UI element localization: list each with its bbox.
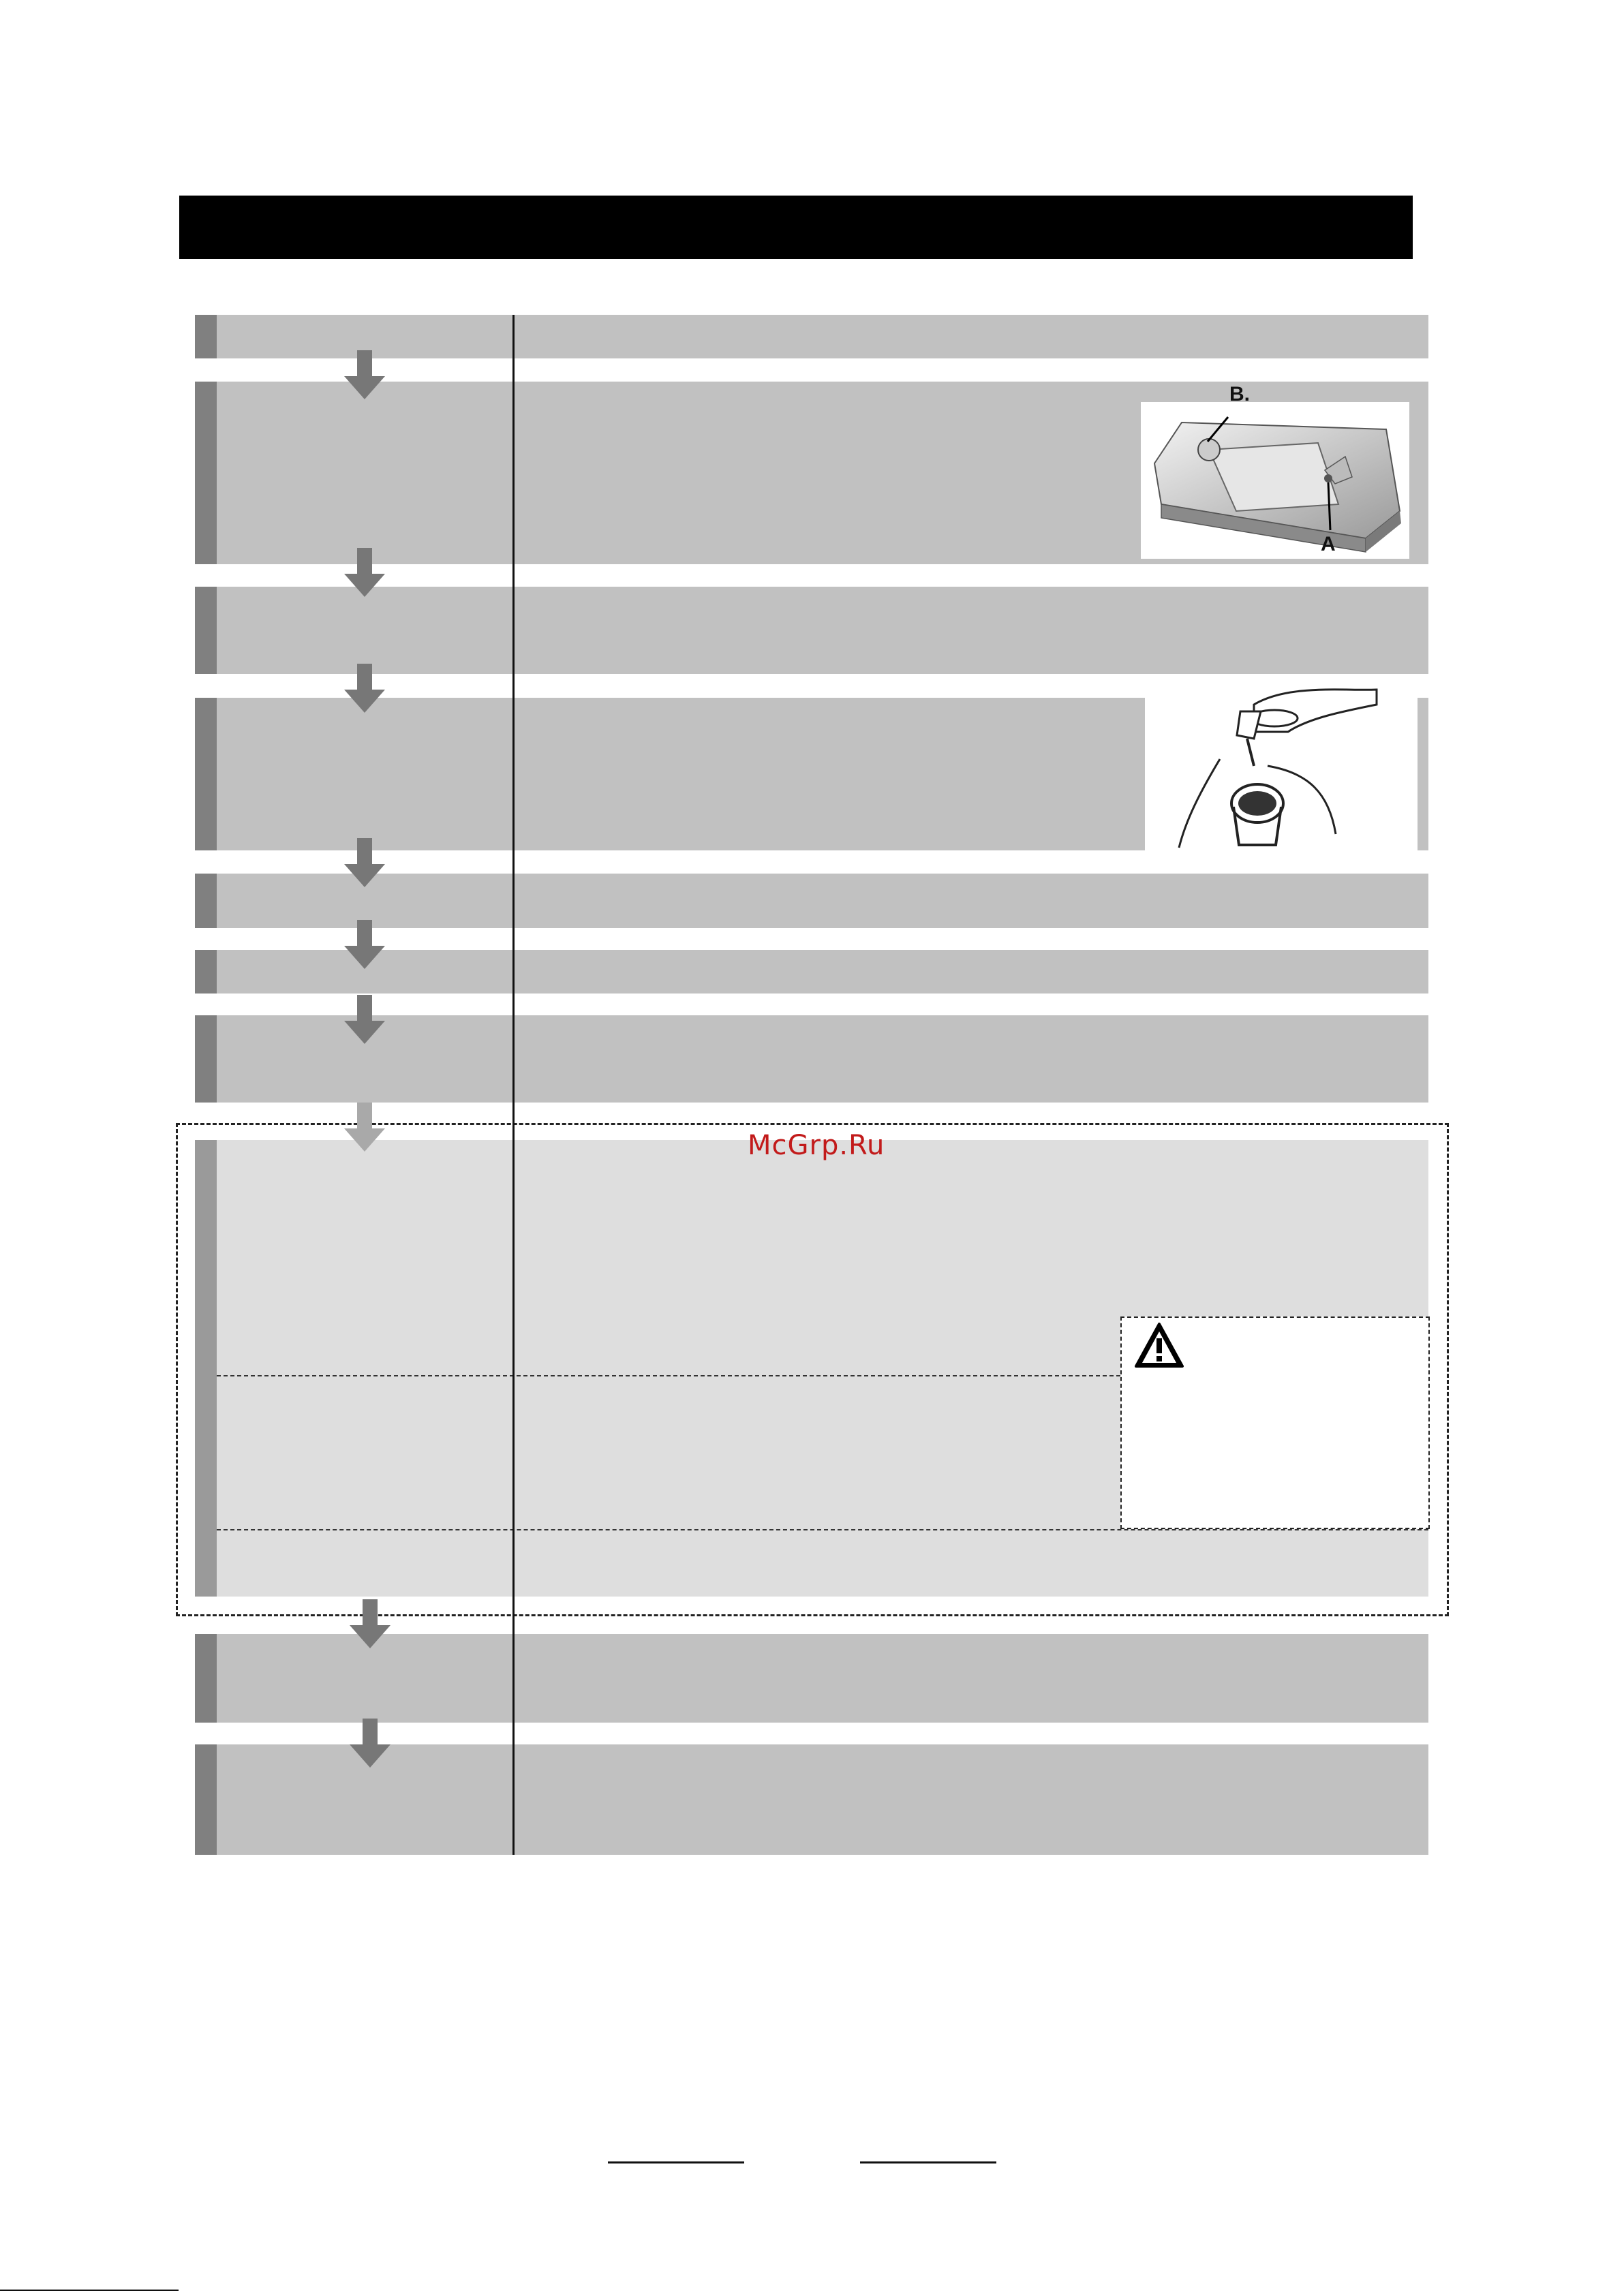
page-bottom-rule bbox=[0, 2290, 179, 2291]
step-row-10-accent bbox=[195, 1744, 217, 1855]
step-row-1-accent bbox=[195, 315, 217, 358]
arrow-down-icon bbox=[344, 350, 385, 399]
step-row-6-accent bbox=[195, 950, 217, 994]
grouped-steps-frame bbox=[176, 1123, 1449, 1616]
filter-drawing bbox=[1152, 684, 1411, 850]
step-row-3 bbox=[195, 587, 1428, 674]
footer-rule-left bbox=[608, 2161, 744, 2163]
step-row-3-accent bbox=[195, 587, 217, 674]
arrow-down-icon bbox=[344, 920, 385, 969]
arrow-down-icon bbox=[350, 1599, 390, 1648]
step-row-2-accent bbox=[195, 382, 217, 564]
step-row-4-right-edge bbox=[1418, 698, 1428, 850]
step-row-4-accent bbox=[195, 698, 217, 850]
footer-rule-right bbox=[860, 2161, 996, 2163]
dispenser-drawing bbox=[1141, 402, 1409, 559]
figure-label-a: A bbox=[1321, 533, 1336, 555]
column-divider bbox=[512, 315, 515, 1855]
step-row-7-accent bbox=[195, 1015, 217, 1103]
arrow-down-icon bbox=[344, 664, 385, 713]
arrow-down-icon bbox=[350, 1719, 390, 1768]
arrow-down-icon bbox=[344, 1103, 385, 1152]
arrow-down-icon bbox=[344, 838, 385, 887]
step-row-4 bbox=[195, 698, 1145, 850]
arrow-down-icon bbox=[344, 995, 385, 1044]
step-row-5-accent bbox=[195, 874, 217, 928]
watermark-text: McGrp.Ru bbox=[748, 1130, 885, 1161]
arrow-down-icon bbox=[344, 548, 385, 597]
filter-illustration bbox=[1152, 684, 1411, 850]
figure-label-b: B. bbox=[1229, 383, 1250, 405]
section-title-bar bbox=[179, 196, 1413, 259]
dispenser-illustration bbox=[1141, 383, 1409, 559]
step-row-9-accent bbox=[195, 1634, 217, 1723]
